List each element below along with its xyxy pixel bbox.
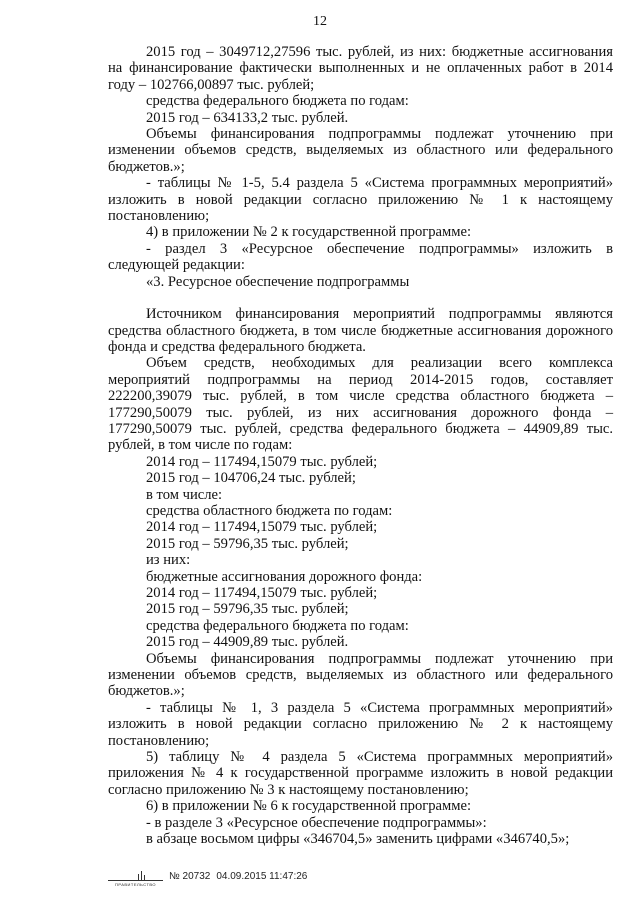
paragraph: Источником финансирования мероприятий подпрограммы являются средства областного бюджета, в том числе бюджетные ассигнования дорожного фонда и средства федерального бюджета. — [108, 306, 613, 355]
paragraph: - таблицы № 1-5, 5.4 раздела 5 «Система программных мероприятий» изложить в новой редакции согласно приложению № 1 к настоящему постановлению; — [108, 175, 613, 225]
paragraph: Объем средств, необходимых для реализации всего комплекса мероприятий подпрограммы на период 2014-2015 годов, составляет 222200,39079 тыс. рублей, в том числе средства областного бюджета – 177290,50079 тыс. рублей, из них ассигнования дорожного фонда – 177290,50079 тыс. рублей, средства федерального бюджета – 44909,89 тыс. рублей, в том числе по годам: — [108, 355, 613, 454]
paragraph: 2014 год – 117494,15079 тыс. рублей; — [146, 585, 378, 601]
paragraph: бюджетные ассигнования дорожного фонда: — [146, 568, 423, 585]
paragraph: средства федерального бюджета по годам: — [146, 617, 409, 634]
paragraph: Объемы финансирования подпрограммы подлежат уточнению при изменении объемов средств, выделяемых из областного или федерального бюджетов.»; — [108, 650, 613, 700]
paragraph: 2015 год – 59796,35 тыс. рублей; — [146, 601, 349, 618]
document-number: № 20732 — [169, 870, 211, 882]
paragraph: из них: — [146, 552, 191, 569]
paragraph: «3. Ресурсное обеспечение подпрограммы — [146, 273, 410, 290]
stamp-text: ПРАВИТЕЛЬСТВО — [114, 882, 157, 887]
paragraph: средства федерального бюджета по годам: — [146, 93, 409, 110]
paragraph: в абзаце восьмом цифры «346704,5» заменить цифрами «346740,5»; — [146, 831, 570, 848]
paragraph: - в разделе 3 «Ресурсное обеспечение подпрограммы»: — [146, 814, 487, 831]
paragraph: 5) таблицу № 4 раздела 5 «Система программных мероприятий» приложения № 4 к государственной программе изложить в новой редакции согласно приложению № 3 к настоящему постановлению; — [108, 749, 613, 798]
paragraph: 4) в приложении № 2 к государственной программе: — [146, 224, 472, 241]
paragraph: 2015 год – 634133,2 тыс. рублей. — [146, 109, 349, 126]
paragraph: в том числе: — [146, 486, 223, 503]
paragraph: - раздел 3 «Ресурсное обеспечение подпрограммы» изложить в следующей редакции: — [108, 240, 613, 274]
page-number: 12 — [313, 14, 327, 29]
paragraph: 2015 год – 44909,89 тыс. рублей. — [146, 634, 349, 651]
paragraph: Объемы финансирования подпрограммы подлежат уточнению при изменении объемов средств, выделяемых из областного или федерального бюджетов.»; — [108, 126, 613, 175]
document-datetime: 04.09.2015 11:47:26 — [216, 870, 308, 882]
paragraph: - таблицы № 1, 3 раздела 5 «Система программных мероприятий» изложить в новой редакции согласно приложению № 2 к настоящему постановлению; — [108, 699, 613, 749]
paragraph: средства областного бюджета по годам: — [146, 502, 393, 519]
paragraph: 2014 год – 117494,15079 тыс. рублей; — [146, 453, 378, 470]
document-body — [108, 44, 613, 848]
footer — [108, 869, 308, 887]
registry-stamp-icon — [108, 869, 163, 887]
paragraph: 2015 год – 3049712,27596 тыс. рублей, из них: бюджетные ассигнования на финансирование фактически выполненных и не оплаченных работ в 2014 году – 102766,00897 тыс. рублей; — [108, 44, 613, 93]
paragraph: 2014 год – 117494,15079 тыс. рублей; — [146, 519, 378, 536]
paragraph: 2015 год – 59796,35 тыс. рублей; — [146, 535, 349, 552]
paragraph: 6) в приложении № 6 к государственной программе: — [146, 798, 472, 815]
paragraph: 2015 год – 104706,24 тыс. рублей; — [146, 470, 356, 487]
